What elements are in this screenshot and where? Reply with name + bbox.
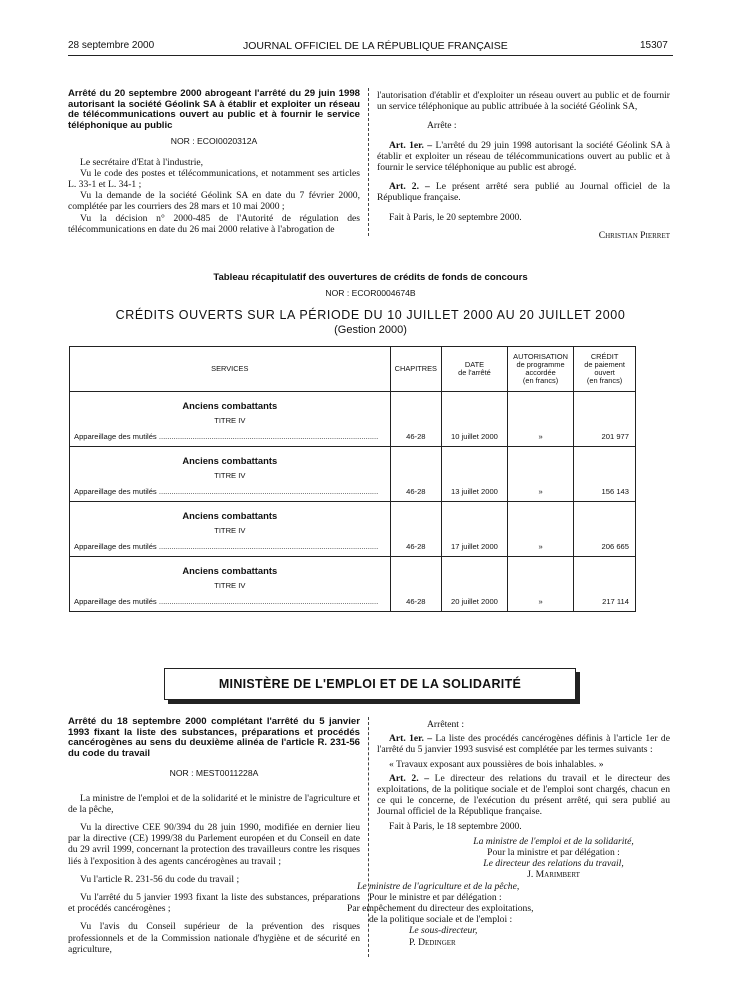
arrete1-p2: Vu le code des postes et télécommunications, et notamment ses articles L. 33-1 et L. 34-1 ;	[68, 167, 360, 190]
arrete1-p4: Vu la décision n° 2000-485 de l'Autorité de régulation des télécommunications en date du 26 mai 2000 relative à l'abrogation de	[68, 212, 360, 235]
row-date: 10 juillet 2000	[451, 432, 498, 441]
col-cred-l4: (en francs)	[586, 376, 623, 385]
row-autorisation: »	[538, 487, 543, 496]
row-titre: TITRE IV	[214, 471, 246, 480]
col-autorisation	[507, 347, 573, 392]
row-libelle: Appareillage des mutilés ........................................................................................................	[74, 597, 379, 606]
row-autorisation: »	[538, 542, 543, 551]
sig-delegation-2: Pour le ministre et par délégation :	[369, 891, 502, 903]
arrete1-nor: NOR : ECOI0020312A	[170, 136, 258, 147]
row-autorisation: »	[538, 597, 543, 606]
row-chapitre: 46-28	[406, 487, 426, 496]
arrete1-p1: Le secrétaire d'Etat à l'industrie,	[80, 156, 204, 168]
column-divider-top	[368, 88, 369, 236]
sig-ministre-agriculture: Le ministre de l'agriculture et de la pêche,	[357, 880, 520, 892]
page-number: 15307	[640, 40, 668, 51]
row-ministere: Anciens combattants	[182, 565, 278, 576]
arrete2-p5: Vu l'avis du Conseil supérieur de la prévention des risques professionnels et de la Commission nationale d'hygiène et de sécurité en agriculture,	[68, 921, 360, 955]
arrete2-p3: Vu l'article R. 231-56 du code du travail ;	[80, 873, 240, 885]
arrete1-p3: Vu la demande de la société Géolink SA en date du 7 février 2000, complétée par les courriers des 28 mars et 10 mai 2000 ;	[68, 190, 360, 213]
row-date: 20 juillet 2000	[451, 597, 498, 606]
arrete1-art2-label: Art. 2. –	[389, 181, 430, 193]
row-titre: TITRE IV	[214, 526, 246, 535]
table-row	[70, 557, 636, 612]
arrete1-art2-text: Le présent arrêté sera publié au Journal officiel de la République française.	[377, 181, 670, 204]
header-date: 28 septembre 2000	[68, 40, 155, 51]
sig-empechement: Par empêchement du directeur des exploitations,	[347, 903, 534, 915]
arrete1-art1-label: Art. 1er. –	[389, 139, 433, 151]
arrete2-art1-label: Art. 1er. –	[389, 733, 433, 745]
row-libelle: Appareillage des mutilés ........................................................................................................	[74, 487, 379, 496]
col-cred-l1: CRÉDIT	[590, 352, 619, 361]
col-cred-l3: ouvert	[594, 368, 615, 377]
col-cred-l2: de paiement	[584, 360, 625, 369]
arrete2-art1-text: La liste des procédés cancérogènes définis à l'article 1er de l'arrêté du 5 janvier 1993 susvisé est complétée par les termes suivants :	[377, 733, 670, 756]
arrete1-right-column	[377, 90, 670, 241]
arrete1-arrete-label: Arrête :	[427, 120, 457, 132]
arrete2-p2: Vu la directive CEE 90/394 du 28 juin 1990, modifiée en dernier lieu par la directive (CE) 1999/38 du Parlement européen et du Conseil en date du 29 avril 1999, concernant la protection des travailleurs contre les risques liés à l'exposition à des agents cancérogènes au travail ;	[68, 821, 360, 867]
signature-block-agriculture	[347, 880, 670, 948]
sig-ministre-emploi: La ministre de l'emploi et de la solidarité,	[473, 835, 634, 847]
col-date-l2: de l'arrêté	[458, 368, 491, 377]
col-date	[442, 347, 508, 392]
row-titre: TITRE IV	[214, 416, 246, 425]
sig-sous-directeur: Le sous-directeur,	[409, 925, 478, 937]
row-libelle: Appareillage des mutilés ........................................................................................................	[74, 542, 379, 551]
row-chapitre: 46-28	[406, 597, 426, 606]
table-gestion: (Gestion 2000)	[334, 324, 407, 336]
row-autorisation: »	[538, 432, 543, 441]
row-credit: 217 114	[602, 597, 629, 606]
sig-delegation-1: Pour la ministre et par délégation :	[487, 847, 620, 859]
arrete1-art1	[377, 140, 670, 174]
row-credit: 156 143	[601, 487, 629, 496]
col-chapitres: CHAPITRES	[390, 347, 441, 392]
arrete2-art2	[377, 773, 670, 818]
table-row	[70, 447, 636, 502]
arrete2-arretent: Arrêtent :	[427, 719, 465, 730]
row-chapitre: 46-28	[406, 432, 426, 441]
header-rule	[68, 55, 673, 56]
sig-dedinger: P. Dedinger	[409, 936, 456, 948]
row-date: 17 juillet 2000	[451, 542, 498, 551]
col-date-l1: DATE	[464, 360, 485, 369]
row-titre: TITRE IV	[214, 581, 246, 590]
col-services: SERVICES	[70, 347, 391, 392]
row-date: 13 juillet 2000	[451, 487, 498, 496]
arrete1-fait: Fait à Paris, le 20 septembre 2000.	[389, 211, 522, 223]
arrete1-signature: Christian Pierret	[598, 229, 670, 241]
arrete1-left-column	[68, 89, 360, 235]
arrete2-p4: Vu l'arrêté du 5 janvier 1993 fixant la liste des substances, préparations et procédés cancérogènes ;	[68, 892, 360, 915]
credits-table	[69, 346, 636, 612]
row-ministere: Anciens combattants	[182, 400, 278, 411]
col-auto-l1: AUTORISATION	[513, 352, 568, 361]
row-ministere: Anciens combattants	[182, 510, 278, 521]
arrete2-quote: « Travaux exposant aux poussières de bois inhalables. »	[389, 758, 604, 770]
arrete1-art2	[377, 181, 670, 203]
arrete1-title: Arrêté du 20 septembre 2000 abrogeant l'arrêté du 29 juin 1998 autorisant la société Géolink SA à établir et exploiter un réseau de télécommunications ouvert au public et à fournir le service téléphonique au public	[68, 88, 360, 131]
table-heading: CRÉDITS OUVERTS SUR LA PÉRIODE DU 10 JUILLET 2000 AU 20 JUILLET 2000	[115, 308, 626, 322]
arrete2-art2-label: Art. 2. –	[389, 772, 429, 784]
arrete2-nor: NOR : MEST0011228A	[169, 768, 259, 779]
col-credit	[574, 347, 636, 392]
table-nor: NOR : ECOR0004674B	[325, 288, 416, 298]
arrete2-art2-text: Le directeur des relations du travail et le directeur des exploitations, de la politique sociale et de l'emploi sont chargés, chacun en ce qui le concerne, de l'exécution du présent arrêté, qui sera publié au Journal officiel de la République française.	[377, 772, 670, 818]
table-row	[70, 392, 636, 447]
col-auto-l3: accordée	[525, 368, 556, 377]
table-row	[70, 502, 636, 557]
arrete2-p1: La ministre de l'emploi et de la solidarité et le ministre de l'agriculture et de la pêche,	[68, 792, 360, 815]
arrete1-p5: l'autorisation d'établir et d'exploiter un réseau ouvert au public et de fournir un service téléphonique au public attribuée à la société Géolink SA,	[377, 90, 670, 113]
col-auto-l4: (en francs)	[522, 376, 559, 385]
arrete2-art1	[377, 733, 670, 755]
row-credit: 201 977	[601, 432, 629, 441]
table-title: Tableau récapitulatif des ouvertures de crédits de fonds de concours	[213, 272, 528, 283]
row-chapitre: 46-28	[406, 542, 426, 551]
ministry-banner: MINISTÈRE DE L'EMPLOI ET DE LA SOLIDARITÉ	[164, 668, 576, 700]
col-auto-l2: de programme	[516, 360, 565, 369]
arrete2-fait: Fait à Paris, le 18 septembre 2000.	[389, 820, 522, 832]
journal-title: JOURNAL OFFICIEL DE LA RÉPUBLIQUE FRANÇAISE	[243, 40, 508, 52]
arrete2-left-column	[68, 717, 360, 955]
sig-directeur-travail: Le directeur des relations du travail,	[483, 858, 624, 870]
table-header-row	[70, 347, 636, 392]
sig-marimbert: J. Marimbert	[527, 869, 580, 881]
sig-politique-sociale: de la politique sociale et de l'emploi :	[369, 914, 513, 926]
arrete2-title: Arrêté du 18 septembre 2000 complétant l'arrêté du 5 janvier 1993 fixant la liste des substances, préparations et procédés cancérogènes au sens du deuxième alinéa de l'article R. 231-56 du code du travail	[68, 716, 360, 759]
row-libelle: Appareillage des mutilés ........................................................................................................	[74, 432, 379, 441]
signature-block-emploi	[377, 836, 670, 881]
arrete2-right-column	[347, 719, 670, 948]
arrete1-art1-text: L'arrêté du 29 juin 1998 autorisant la société Géolink SA à établir et exploiter un réseau de télécommunications ouvert au public et à fournir le service téléphonique au public est abrogé.	[377, 139, 670, 174]
row-credit: 206 665	[601, 542, 629, 551]
row-ministere: Anciens combattants	[182, 455, 278, 466]
